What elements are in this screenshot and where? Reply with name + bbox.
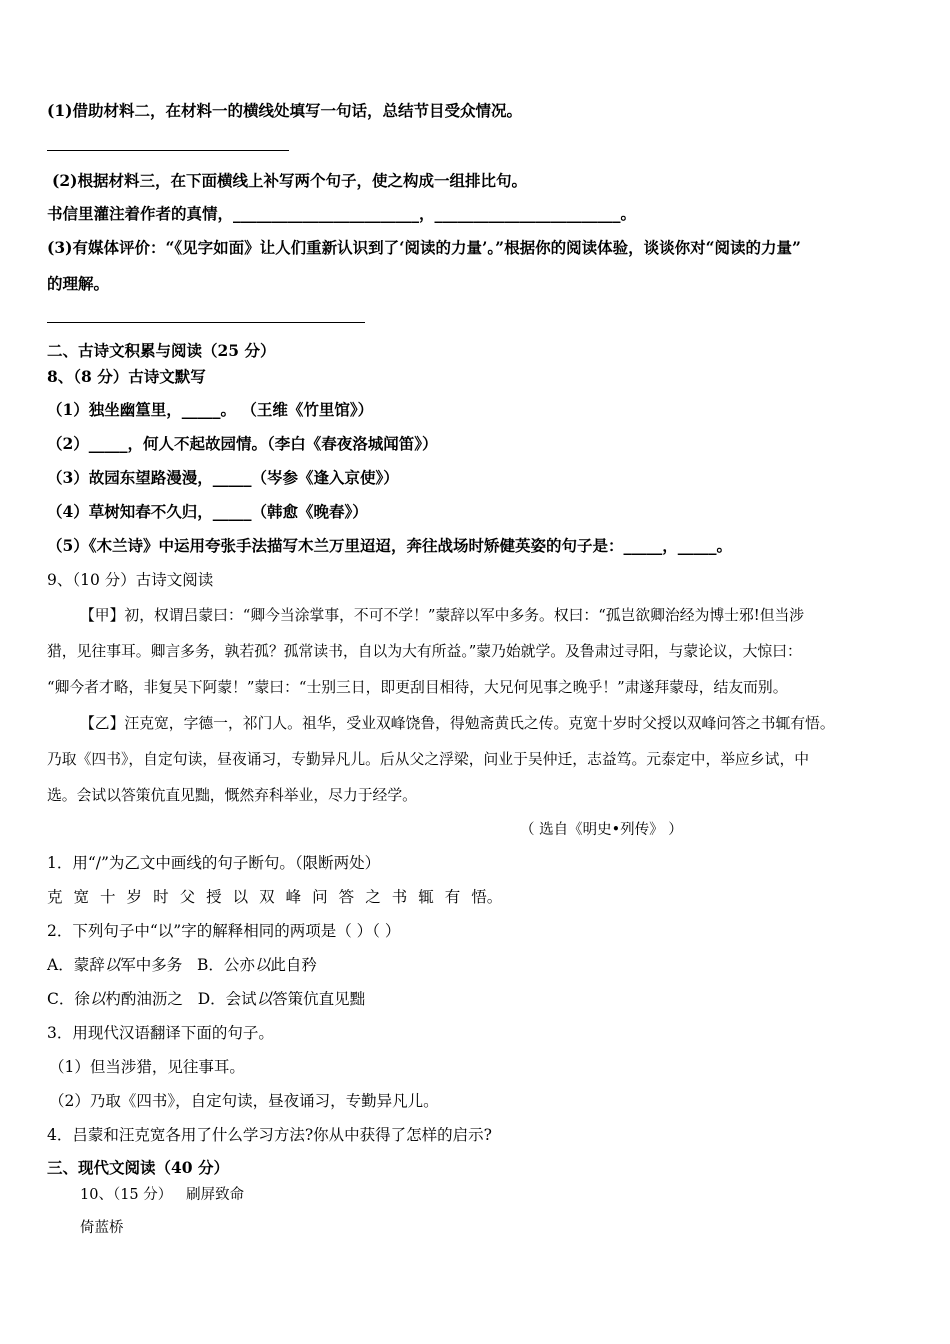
q8-title: 8、（8 分）古诗文默写 bbox=[47, 367, 206, 386]
subq-3-item-1: （1）但当涉猎，见往事耳。 bbox=[49, 1058, 245, 1076]
char: 之 bbox=[365, 888, 381, 906]
q8-item-4: （4）草树知春不久归，_____（韩愈《晚春》） bbox=[47, 502, 368, 521]
subq-1: 1．用“/”为乙文中画线的句子断句。（限断两处） bbox=[47, 854, 381, 872]
char: 辄 bbox=[418, 888, 434, 906]
char: 双 bbox=[259, 888, 275, 906]
q7-sub2: (2)根据材料三，在下面横线上补写两个句子，使之构成一组排比句。 bbox=[52, 171, 527, 190]
option-a: A．蒙辞以军中多务 bbox=[47, 956, 183, 974]
char: 克 bbox=[47, 888, 63, 906]
char: 峰 bbox=[285, 888, 302, 906]
char: 悟。 bbox=[471, 888, 503, 906]
q8-item-1: （1）独坐幽篁里，_____。 （王维《竹里馆》） bbox=[47, 400, 374, 419]
jia-line-3: “卿今者才略，非复吴下阿蒙！”蒙曰：“士别三日，即更刮目相待，大兄何见事之晚乎！”肃遂拜蒙母，结友而别。 bbox=[47, 679, 788, 696]
q7-sub2-fill: 书信里灌注着作者的真情，________________________，________________________。 bbox=[47, 204, 637, 223]
answer-line-2 bbox=[47, 322, 365, 323]
yi-line-2: 乃取《四书》，自定句读，昼夜诵习，专勤异凡儿。后从父之浮梁，问业于吴仲迁，志益笃。元泰定中，举应乡试，中 bbox=[47, 751, 810, 768]
option-c: C．徐以杓酌油沥之 bbox=[47, 990, 183, 1008]
char: 有 bbox=[444, 888, 461, 906]
q7-sub3-line1: (3)有媒体评价：“《见字如面》让人们重新认识到了‘阅读的力量’。”根据你的阅读体验，谈谈你对“阅读的力量” bbox=[47, 238, 801, 257]
char: 宽 bbox=[73, 888, 90, 906]
char: 以 bbox=[232, 888, 249, 906]
char: 问 bbox=[312, 888, 328, 906]
subq-1-chars bbox=[47, 886, 513, 908]
yi-line-1: 【乙】汪克宽，字德一，祁门人。祖华，受业双峰饶鲁，得勉斋黄氏之传。克宽十岁时父授以双峰问答之书辄有悟。 bbox=[80, 715, 835, 732]
char: 父 bbox=[179, 888, 196, 906]
source-citation: （ 选自《明史•列传》 ） bbox=[520, 822, 683, 838]
article-author: 倚蓝桥 bbox=[80, 1220, 124, 1236]
subq-3: 3．用现代汉语翻译下面的句子。 bbox=[47, 1024, 274, 1042]
q10-title: 10、（15 分） 刷屏致命 bbox=[80, 1187, 245, 1203]
jia-line-2: 猎，见往事耳。卿言多务，孰若孤？孤常读书，自以为大有所益。”蒙乃始就学。及鲁肃过寻阳，与蒙论议，大惊曰： bbox=[47, 643, 802, 660]
char: 答 bbox=[338, 888, 355, 906]
subq-3-item-2: （2）乃取《四书》，自定句读，昼夜诵习，专勤异凡儿。 bbox=[49, 1092, 439, 1110]
char: 岁 bbox=[126, 888, 143, 906]
section2-heading: 二、古诗文积累与阅读（25 分） bbox=[47, 341, 276, 360]
q8-item-2: （2）_____，何人不起故园情。（李白《春夜洛城闻笛》） bbox=[47, 434, 438, 453]
subq-2-options-ab bbox=[47, 954, 317, 976]
yi-line-3: 选。会试以答策伉直见黜，慨然弃科举业，尽力于经学。 bbox=[47, 787, 417, 804]
subq-2-options-cd bbox=[47, 988, 365, 1010]
char: 书 bbox=[391, 888, 408, 906]
option-d: D．会试以答策伉直见黜 bbox=[197, 990, 366, 1008]
q7-sub1: (1)借助材料二，在材料一的横线处填写一句话，总结节目受众情况。 bbox=[47, 101, 522, 120]
option-b: B．公亦以此自矜 bbox=[197, 956, 317, 974]
subq-2: 2．下列句子中“以”字的解释相同的两项是（ ）（ ） bbox=[47, 922, 401, 940]
char: 十 bbox=[100, 888, 116, 906]
answer-line-1 bbox=[47, 150, 289, 151]
q9-title: 9、（10 分）古诗文阅读 bbox=[47, 571, 214, 589]
q8-item-3: （3）故园东望路漫漫，_____（岑参《逢入京使》） bbox=[47, 468, 399, 487]
q8-item-5: （5）《木兰诗》中运用夸张手法描写木兰万里迢迢，奔往战场时矫健英姿的句子是：_____，_____。 bbox=[47, 536, 733, 555]
subq-4: 4．吕蒙和汪克宽各用了什么学习方法?你从中获得了怎样的启示? bbox=[47, 1126, 492, 1144]
section3-heading: 三、现代文阅读（40 分） bbox=[47, 1158, 229, 1177]
q7-sub3-line2: 的理解。 bbox=[47, 274, 110, 293]
char: 时 bbox=[153, 888, 169, 906]
char: 授 bbox=[206, 888, 222, 906]
jia-line-1: 【甲】初，权谓吕蒙曰：“卿今当涂掌事，不可不学！”蒙辞以军中多务。权曰：“孤岂欲卿治经为博士邪!但当涉 bbox=[80, 607, 805, 624]
